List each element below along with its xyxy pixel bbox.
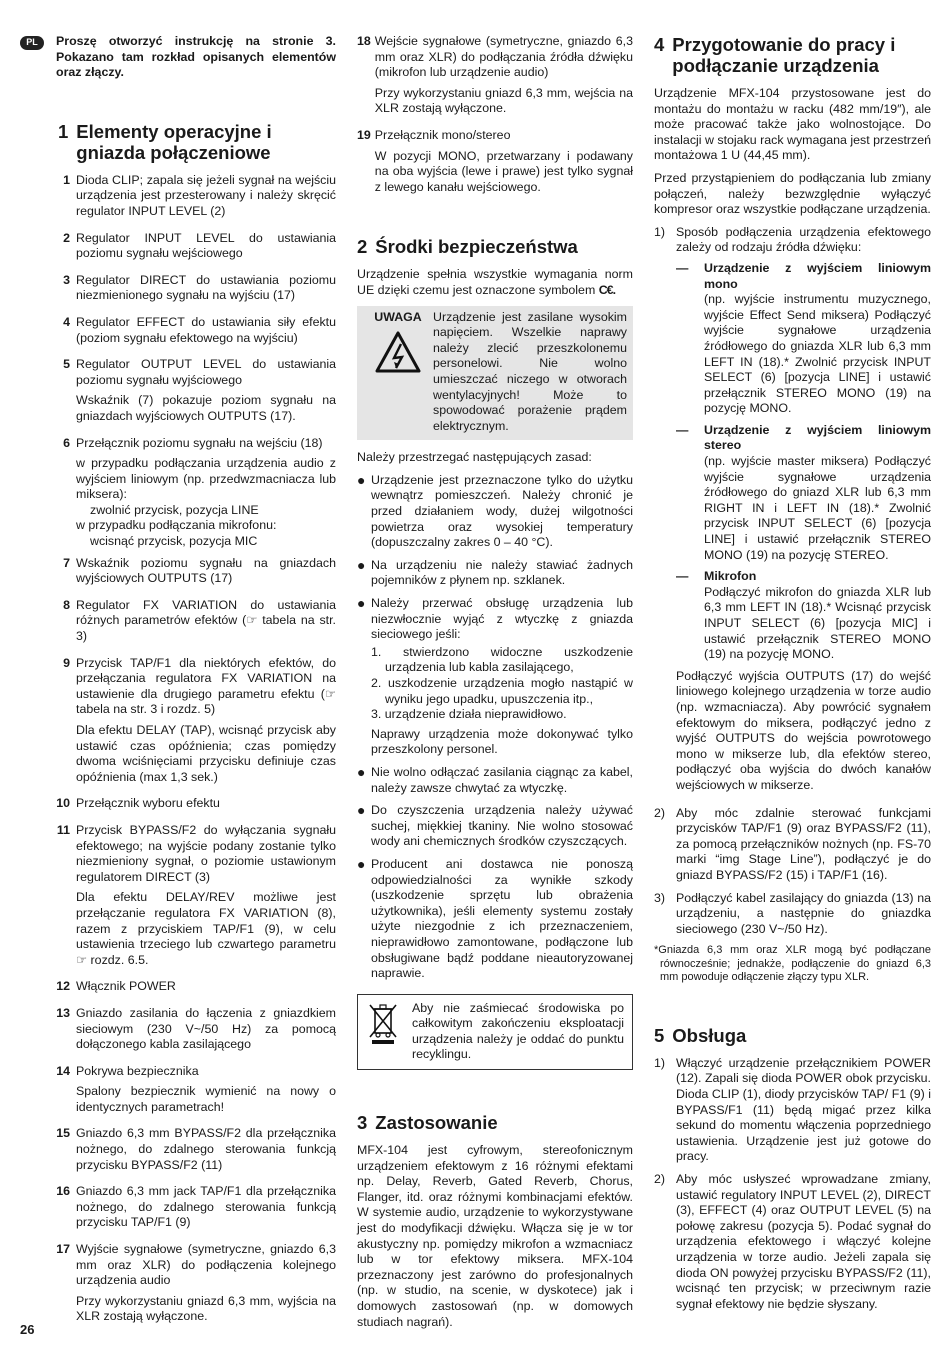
item-text: Gniazdo zasilania do łączenia z gniazdkiem sieciowym (230 V~/50 Hz) za pomocą dołączonego kabla zasilającego (76, 1005, 336, 1052)
item-number: 12 (56, 979, 70, 994)
step-text: Aby móc zdalnie sterować funkcjami przycisków TAP/F1 (9) oraz BYPASS/F2 (11), za pomocą przełączników nożnych (np. FS-70 marki “img Stage Line”), podłączyć je do gniazd BYPASS/F2 (15) i TAP/F1 (16). (676, 805, 931, 882)
control-item (357, 128, 633, 200)
item-text: Regulator EFFECT do ustawiania siły efektu (poziom sygnału efektowego na wyjściu) (76, 314, 336, 345)
ce-text: Urządzenie spełnia wszystkie wymagania norm UE dzięki czemu jest oznaczone symbolem (357, 267, 633, 297)
item-text: Dla efektu DELAY (TAP), wcisnąć przycisk aby ustawić czas opóźnienia; czas pomiędzy dwoma wciśnięciami przycisku definiuje czas opóźnienia (max 1,3 sek.) (76, 723, 336, 784)
warning-left (363, 310, 433, 435)
item-body (76, 656, 336, 791)
warning-title: UWAGA (374, 309, 422, 324)
item-text: Gniazdo 6,3 mm jack TAP/F1 dla przełącznika nożnego, do zdalnego sterowania funkcją przycisku TAP/F1 (9) (76, 1184, 336, 1230)
item-body (76, 1064, 336, 1121)
step-text: Podłączyć wyjścia OUTPUTS (17) do wejść liniowego kolejnego urządzenia w torze audio (np. wzmacniacza). Aby powrócić sygnałem efektowym do miksera, podłączyć jedno z wyjść OUTPUTS do wejścia powrotowego mono w mikserze lub, dla efektów stereo, podłączyć oba wyjścia do dwóch kanałów wejściowych w mikserze. (676, 668, 931, 792)
item-number: 6 (63, 435, 70, 450)
case-stereo (676, 423, 931, 563)
item-number: 19 (357, 127, 371, 142)
item-text: Przełącznik mono/stereo (374, 127, 511, 142)
bullet-icon: ● (357, 556, 366, 573)
item-number: 13 (56, 1005, 70, 1020)
control-item (20, 979, 336, 1000)
setup-steps (654, 225, 931, 938)
step-text: Aby móc usłyszeć wprowadzane zmiany, ustawić regulatory INPUT LEVEL (2), DIRECT (3), EFFECT (4) oraz OUTPUT LEVEL (5) na połowę zakresu (pozycja 5). Podać sygnał do urządzenia efektowego i włączyć kolejne urządzenia w torze audio. Jeżeli zapala się dioda ON powyżej przycisku BYPASS/F2 (11), wcisnąć ten przycisk; w przeciwnym razie sygnał efektowy nie będzie słyszany. (676, 1171, 931, 1311)
section-1-heading (20, 121, 336, 163)
item-number: 9 (63, 655, 70, 670)
bullet-icon: ● (357, 802, 366, 819)
warning-box (357, 306, 633, 441)
item-body (76, 315, 336, 351)
section-title: Elementy operacyjne i gniazda połączeniowe (76, 120, 272, 163)
control-item (20, 656, 336, 791)
item-text: Regulator FX VARIATION do ustawiania różnych parametrów efektów (☞ tabela na str. 3) (76, 597, 336, 644)
item-number: 17 (56, 1242, 70, 1257)
case-microphone (676, 569, 931, 663)
section-title: Przygotowanie do pracy i podłączanie urządzenia (672, 34, 896, 76)
item-text: Wskaźnik (7) pokazuje poziom sygnału na gniazdach wyjściowych OUTPUTS (17). (76, 393, 336, 423)
controls-list-continued (357, 34, 633, 200)
item-body (375, 128, 633, 200)
control-item (20, 273, 336, 309)
list-item (357, 473, 633, 551)
section-3-text: MFX-104 jest cyfrowym, stereofonicznym urządzeniem efektowym z 16 różnymi efektami np. Delay, Reverb, Gated Reverb, Chorus, Flanger, itd. oraz różnymi kombinacjami efektów. W systemie audio, urządzenie to wykorzystywane jest do modyfikacji dźwięku. Włącza się je w tor akustyczny np. pomiędzy mikrofon a wzmacniacz lub w tor efektowy miksera. MFX-104 przeznaczony jest zarówno do profesjonalnych (np. w studio, na scenie, w dyskotece) jak i domowych zastosowań (np. w domowych studiach nagrań). (357, 1143, 633, 1329)
item-subtext: wcisnąć przycisk, pozycja MIC (90, 534, 258, 549)
item-number: 14 (56, 1063, 70, 1078)
item-body (76, 357, 336, 429)
section-number: 1 (58, 120, 69, 142)
item-number: 15 (56, 1126, 70, 1141)
bullet-tail: Naprawy urządzenia może dokonywać tylko przeszkolony personel. (371, 726, 633, 757)
item-text: W pozycji MONO, przetwarzany i podawany na oba wyjścia (lewe i prawe) jest tylko sygnał z lewego kanału wejściowego. (374, 148, 633, 194)
item-body (76, 796, 336, 817)
item-text: Dioda CLIP; zapala się jeżeli sygnał na wejściu urządzenia jest przesterowany i należy skręcić regulator INPUT LEVEL (2) (76, 172, 336, 218)
case-heading (676, 569, 931, 585)
case-heading (676, 423, 931, 454)
bullet-icon: ● (357, 471, 366, 488)
control-item (20, 436, 336, 550)
control-item (20, 357, 336, 429)
item-number: 11 (56, 822, 70, 837)
bullet-icon: ● (357, 595, 366, 612)
item-body (76, 273, 336, 309)
item-text: Regulator INPUT LEVEL do ustawiania poziomu sygnału wejściowego (76, 230, 336, 261)
control-item (20, 173, 336, 225)
control-item (20, 823, 336, 973)
step-number: 2) (654, 1171, 666, 1186)
ce-mark: C€. (598, 282, 616, 297)
item-body (76, 1242, 336, 1330)
item-number: 7 (63, 555, 70, 570)
section-2-heading (357, 236, 633, 257)
section-3-heading (357, 1112, 633, 1133)
step-text: Włączyć urządzenie przełącznikiem POWER (12). Zapali się dioda POWER obok przycisku. Dioda CLIP (1), diody przycisków TAP/ F1 (9) i BYPASS/F1 (11) będą migać przez kilka sekund do momentu włączenia poprzedniego ustawienia. Urządzenie jest już gotowe do pracy. (676, 1055, 931, 1164)
step-number: 1) (654, 1055, 666, 1070)
case-title: Mikrofon (704, 569, 757, 584)
item-text: Regulator OUTPUT LEVEL do ustawiania poziomu sygnału wyjściowego (76, 357, 336, 387)
list-item (654, 806, 931, 884)
control-item (20, 315, 336, 351)
item-text: Przełącznik poziomu sygnału na wejściu (18) (76, 435, 323, 450)
bullet-text-group (371, 596, 633, 758)
case-mono (676, 261, 931, 417)
spacer (654, 985, 931, 1025)
column-2 (357, 34, 633, 1337)
section-number: 4 (654, 34, 665, 55)
item-text: Dla efektu DELAY/REV możliwe jest przełączanie regulatora FX VARIATION (8), razem z przyciskiem TAP/F1 (9), w celu ustawienia trzeciego lub czwartego parametru ☞ rozdz. 6.5. (76, 890, 336, 967)
column-1 (20, 34, 336, 1336)
case-text: (np. wyjście instrumentu muzycznego, wyjście Effect Send miksera) Podłączyć wyjście sygnałowe urządzenia źródłowego do gniazda XLR lub 6,3 mm LEFT IN (18).* Zwolnić przycisk INPUT SELECT (6) [pozycja LINE] i ustawić przełącznik STEREO MONO (19) na pozycję MONO. (704, 292, 931, 416)
condition: 1. stwierdzono widoczne uszkodzenie urządzenia lub kabla zasilającego, (371, 644, 633, 675)
item-number: 5 (63, 357, 70, 372)
item-text: Przycisk TAP/F1 dla niektórych efektów, do przełączania regulatora FX VARIATION na ustawienie dla drugiego parametru efektu (☞ tabela na str. 3 i rozdz. 5) (76, 655, 336, 717)
item-number: 2 (63, 230, 70, 245)
item-body (76, 231, 336, 267)
safety-bullets (357, 473, 633, 982)
dash-marker: — (676, 260, 689, 275)
spacer (357, 206, 633, 236)
paragraph: Przed przystąpieniem do podłączania lub zmiany połączeń, należy bezwzględnie wyłączyć kompresor oraz wszystkie podłączane urządzenia. (654, 170, 931, 217)
item-text: Przy wykorzystaniu gniazd 6,3 mm, wejścia na XLR zostają wyłączone. (374, 85, 633, 116)
item-body (76, 556, 336, 592)
item-body (375, 34, 633, 122)
crossed-bin-icon (366, 1001, 400, 1047)
control-item (20, 231, 336, 267)
item-body (76, 979, 336, 1000)
section-4-heading (654, 34, 931, 76)
item-text: Wejście sygnałowe (symetryczne, gniazdo 6,3 mm oraz XLR) do podłączania źródła dźwięku (mikrofon lub urządzenie audio) (374, 34, 633, 80)
item-text: Przycisk BYPASS/F2 do wyłączania sygnału efektowego; na wyjście podany zostanie tylko niezmieniony sygnał, o poziomie ustawionym regulatorem DIRECT (3) (76, 822, 336, 884)
list-item (357, 765, 633, 796)
warning-text: Urządzenie jest zasilane wysokim napięciem. Wszelkie naprawy należy zlecić przeszkolonemu personelowi. Nie wolno umieszczać niczego w otworach wentylacyjnych! Może to spowodować porażenie prądem elektrycznym. (433, 309, 627, 433)
operation-steps (654, 1056, 931, 1313)
controls-list (20, 173, 336, 1330)
bullet-text: Do czyszczenia urządzenia należy używać suchej, miękkiej tkaniny. Nie wolno stosować wody ani chemicznych środków czyszczących. (371, 803, 633, 849)
control-item (20, 1242, 336, 1330)
case-title: Urządzenie z wyjściem liniowym mono (704, 260, 931, 291)
item-text: Spalony bezpiecznik wymienić na nowy o identycznych parametrach! (76, 1084, 336, 1114)
recycling-box (357, 994, 633, 1070)
list-item (654, 1056, 931, 1165)
condition: 3. urządzenie działa nieprawidłowo. (371, 707, 567, 722)
bullet-icon: ● (357, 855, 366, 872)
item-text: Przy wykorzystaniu gniazd 6,3 mm, wyjścia na XLR zostają wyłączone. (76, 1293, 336, 1324)
bullet-text: Należy przerwać obsługę urządzenia lub niezwłocznie wyjąć z wtyczkę z gniazda sieciowego jeśli: (371, 596, 633, 642)
bullet-text: Na urządzeniu nie należy stawiać żadnych pojemników z płynem np. szklanek. (371, 557, 633, 588)
footnote: *Gniazda 6,3 mm oraz XLR mogą być podłączane równocześnie; jednakże, podłączenie do gniazd 6,3 mm powoduje odłączenie złączy typu XLR. (654, 944, 931, 984)
step-text: Sposób podłączenia urządzenia efektowego zależy od rodzaju źródła dźwięku: (676, 224, 931, 255)
item-subtext: zwolnić przycisk, pozycja LINE (90, 502, 259, 517)
control-item (20, 598, 336, 650)
list-item (654, 1172, 931, 1312)
control-item (20, 1064, 336, 1121)
item-number: 18 (357, 34, 371, 48)
step-text: Podłączyć kabel zasilający do gniazda (13) na urządzeniu, a następnie do gniazdka sieciowego (230 V~/50 Hz). (676, 890, 931, 936)
control-item (20, 556, 336, 592)
item-body (76, 1006, 336, 1058)
ce-paragraph (357, 267, 633, 298)
dash-marker: — (676, 422, 689, 437)
step-body (676, 225, 931, 799)
case-title: Urządzenie z wyjściem liniowym stereo (704, 422, 931, 453)
item-text: Włącznik POWER (76, 979, 176, 994)
section-number: 2 (357, 236, 368, 258)
list-item (654, 891, 931, 938)
section-title: Środki bezpieczeństwa (375, 236, 578, 258)
item-body (76, 823, 336, 973)
bullet-text: Nie wolno odłączać zasilania ciągnąc za kabel, należy zawsze chwytać za wtyczkę. (371, 764, 633, 795)
list-item (357, 558, 633, 589)
list-item (357, 596, 633, 758)
section-number: 5 (654, 1024, 665, 1046)
high-voltage-icon (375, 331, 421, 373)
item-number: 1 (63, 172, 70, 187)
intro-row (20, 34, 336, 81)
item-text: Gniazdo 6,3 mm BYPASS/F2 dla przełącznika nożnego, do zdalnego sterowania funkcją przycisku BYPASS/F2 (11) (76, 1126, 336, 1172)
bullet-icon: ● (357, 763, 366, 780)
list-item (357, 857, 633, 982)
item-body (76, 436, 336, 550)
bullet-text: Urządzenie jest przeznaczone tylko do użytku wewnątrz pomieszczeń. Należy chronić je przed działaniem wody, dużej wilgotności powietrza oraz wysokiej temperatury (dopuszczalny zakres 0 – 40 °C). (371, 472, 633, 550)
control-item (20, 796, 336, 817)
step-number: 2) (654, 805, 666, 820)
item-text: Regulator DIRECT do ustawiania poziomu niezmienionego sygnału na wyjściu (17) (76, 272, 336, 303)
item-text: Przełącznik wyboru efektu (76, 796, 220, 811)
column-3 (654, 34, 931, 1319)
control-item (20, 1184, 336, 1236)
item-number: 10 (56, 796, 70, 811)
page-number: 26 (20, 1322, 35, 1337)
language-badge: PL (20, 36, 44, 50)
item-number: 8 (63, 597, 70, 612)
spacer (357, 1080, 633, 1112)
step-number: 1) (654, 224, 666, 239)
section-title: Zastosowanie (375, 1112, 498, 1134)
item-subtext: w przypadku podłączania urządzenia audio z wyjściem liniowym (np. przedwzmacniacza lub miksera): (76, 456, 336, 502)
case-heading (676, 261, 931, 292)
condition: 2. uszkodzenie urządzenia mogło nastąpić w wyniku jego upadku, upuszczenia itp., (371, 676, 633, 706)
section-number: 3 (357, 1112, 368, 1134)
item-body (76, 598, 336, 650)
item-body (76, 1126, 336, 1178)
item-subtext: w przypadku podłączania mikrofonu: (76, 518, 277, 533)
dash-marker: — (676, 569, 689, 584)
numbered-conditions (371, 645, 633, 723)
item-text: Wyjście sygnałowe (symetryczne, gniazdo 6,3 mm oraz XLR) do podłączenia kolejnego urządzenia audio (76, 1242, 336, 1288)
section-title: Obsługa (672, 1024, 747, 1046)
item-text: Pokrywa bezpiecznika (76, 1063, 199, 1078)
list-item (654, 225, 931, 799)
intro-text: Proszę otworzyć instrukcję na stronie 3. Pokazano tam rozkład opisanych elementów oraz złączy. (56, 34, 336, 80)
item-number: 16 (56, 1184, 70, 1199)
control-item (20, 1006, 336, 1058)
bullet-text: Producent ani dostawca nie ponoszą odpowiedzialności za wynikłe szkody (uszkodzenie sprzętu lub obrażenia użytkownika), jeśli elementy systemu zostały użyte niezgodnie z ich przeznaczeniem, nieprawidłowo zamontowane, podłączone lub obsługiwane bądź poddane nieautoryzowanej naprawie. (371, 856, 633, 981)
control-item (357, 34, 633, 122)
item-number: 3 (63, 272, 70, 287)
item-body (76, 173, 336, 225)
recycling-text: Aby nie zaśmiecać środowiska po całkowitym zakończeniu eksploatacji urządzenia należy je oddać do punktu recyklingu. (412, 1000, 624, 1062)
case-text: Podłączyć mikrofon do gniazda XLR lub 6,3 mm LEFT IN (18).* Wcisnąć przycisk INPUT SELECT (6) [pozycja MIC] i ustawić przełącznik STEREO MONO (19) na pozycję MONO. (704, 584, 931, 662)
list-item (357, 803, 633, 850)
section-5-heading (654, 1025, 931, 1046)
item-number: 4 (63, 314, 70, 329)
rules-intro: Należy przestrzegać następujących zasad: (357, 450, 592, 465)
step-number: 3) (654, 890, 666, 905)
item-body (76, 1184, 336, 1236)
item-text: Wskaźnik poziomu sygnału na gniazdach wyjściowych OUTPUTS (17) (76, 555, 336, 586)
case-text: (np. wyjście master miksera) Podłączyć wyjście sygnałowe urządzenia źródłowego do gniazd XLR lub 6,3 mm RIGHT IN i LEFT IN (18).* Zwolnić przycisk INPUT SELECT (6) [pozycja LINE] i ustawić przełącznik STEREO MONO (19) na pozycję STEREO. (704, 454, 931, 562)
control-item (20, 1126, 336, 1178)
paragraph: Urządzenie MFX-104 przystosowane jest do montażu do montażu w racku (482 mm/19″), ale może pracować także jako wolnostojące. Do instalacji w stojaku rack wymagana jest przestrzeń montażowa 1 U (44,45 mm). (654, 86, 931, 163)
